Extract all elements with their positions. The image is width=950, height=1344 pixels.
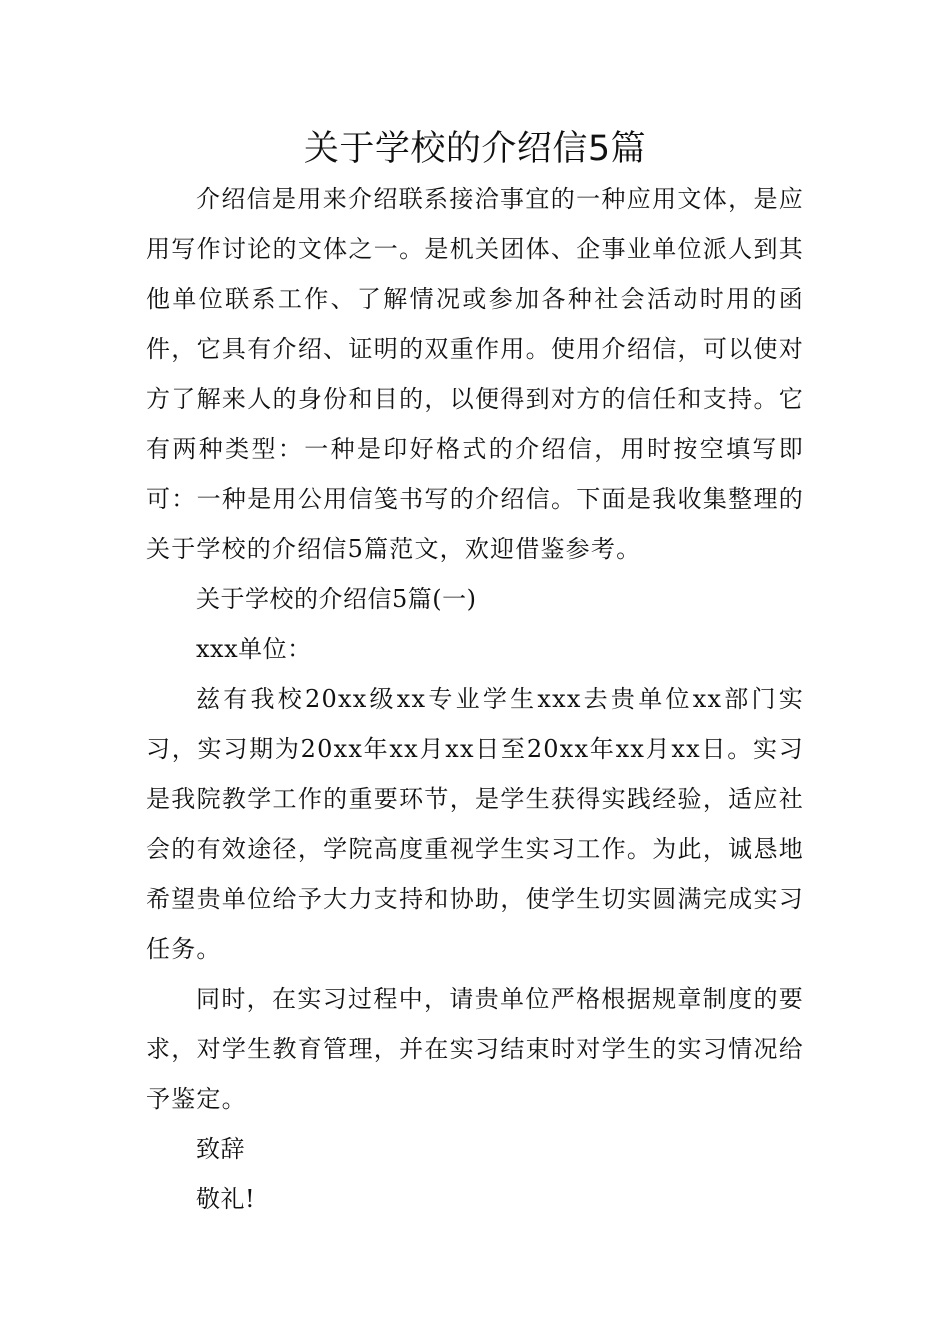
- section-heading: 关于学校的介绍信5篇(一): [196, 585, 477, 613]
- closing-salute: 敬礼!: [196, 1185, 256, 1213]
- body-paragraph-1: 兹有我校20xx级xx专业学生xxx去贵单位xx部门实习，实习期为20xx年xx月xx日至20xx年xx月xx日。实习是我院教学工作的重要环节，是学生获得实践经验，适应社会的有效途径，学院高度重视学生实习工作。为此，诚恳地希望贵单位给予大力支持和协助，使学生切实圆满完成实习任务。: [146, 685, 804, 963]
- salutation: xxx单位：: [196, 635, 312, 663]
- body-paragraph-2: 同时，在实习过程中，请贵单位严格根据规章制度的要求，对学生教育管理，并在实习结束时对学生的实习情况给予鉴定。: [146, 985, 804, 1113]
- intro-paragraph: 介绍信是用来介绍联系接洽事宜的一种应用文体，是应用写作讨论的文体之一。是机关团体、企事业单位派人到其他单位联系工作、了解情况或参加各种社会活动时用的函件，它具有介绍、证明的双重作用。使用介绍信，可以使对方了解来人的身份和目的，以便得到对方的信任和支持。它有两种类型：一种是印好格式的介绍信，用时按空填写即可：一种是用公用信笺书写的介绍信。下面是我收集整理的关于学校的介绍信5篇范文，欢迎借鉴参考。: [146, 185, 804, 563]
- document-title: 关于学校的介绍信5篇: [303, 129, 647, 169]
- closing-phrase: 致辞: [196, 1135, 245, 1163]
